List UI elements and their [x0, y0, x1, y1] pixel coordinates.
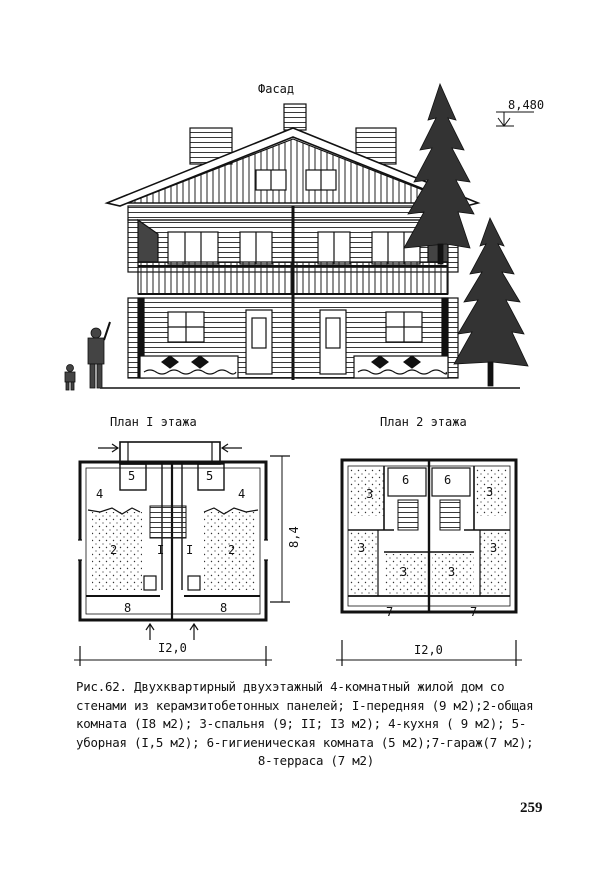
room-3-f: 3	[448, 565, 456, 579]
facade-title: Фасад	[258, 82, 295, 96]
caption-line-3: комната (I8 м2); 3-спальня (9; II; I3 м2); 4-кухня ( 9 м2); 5-	[76, 716, 527, 731]
room-1-right: I	[186, 543, 194, 557]
room-7-left: 7	[386, 605, 394, 619]
people-figures	[65, 322, 110, 390]
plan1-title: План I этажа	[110, 415, 197, 429]
caption-line-2: стенами из керамзитобетонных панелей; I-передняя (9 м2);2-общая	[76, 697, 534, 713]
caption-line-5: 8-терраса (7 м2)	[257, 753, 375, 768]
room-3-b: 3	[486, 485, 494, 499]
room-3-c: 3	[358, 541, 366, 555]
caption-line-4: уборная (I,5 м2); 6-гигиеническая комната (5 м2);7-гараж(7 м2);	[76, 734, 534, 750]
room-1-left: I	[157, 543, 165, 557]
dim-height-label: 8,4	[287, 526, 301, 548]
room-8-right: 8	[220, 601, 228, 615]
room-7-right: 7	[470, 605, 478, 619]
tree-tall	[404, 84, 474, 264]
room-6-right: 6	[444, 473, 452, 487]
room-4-right: 4	[238, 487, 246, 501]
caption-line-1: Рис.62. Двухквартирный двухэтажный 4-комнатный жилой дом со	[76, 679, 505, 694]
plan-floor-1	[74, 442, 290, 666]
door-left	[246, 310, 272, 374]
plan2-title: План 2 этажа	[380, 415, 467, 429]
door-right	[320, 310, 346, 374]
dim-width1-label: I2,0	[158, 641, 187, 655]
room-8-left: 8	[124, 601, 132, 615]
room-4-left: 4	[96, 487, 104, 501]
page-number: 259	[520, 800, 543, 816]
room-3-a: 3	[366, 487, 374, 501]
room-6-left: 6	[402, 473, 410, 487]
room-3-d: 3	[490, 541, 498, 555]
dim-width2-label: I2,0	[414, 643, 443, 657]
elevation-marker	[496, 112, 534, 126]
room-5-right: 5	[206, 469, 214, 483]
plan-floor-2	[336, 460, 522, 666]
room-5-left: 5	[128, 469, 136, 483]
chimney-center	[284, 104, 306, 130]
room-3-e: 3	[400, 565, 408, 579]
elevation-label: 8,480	[508, 98, 545, 112]
room-2-left: 2	[110, 543, 118, 557]
room-2-right: 2	[228, 543, 236, 557]
figure-caption	[76, 678, 556, 771]
gable-siding	[128, 139, 456, 203]
